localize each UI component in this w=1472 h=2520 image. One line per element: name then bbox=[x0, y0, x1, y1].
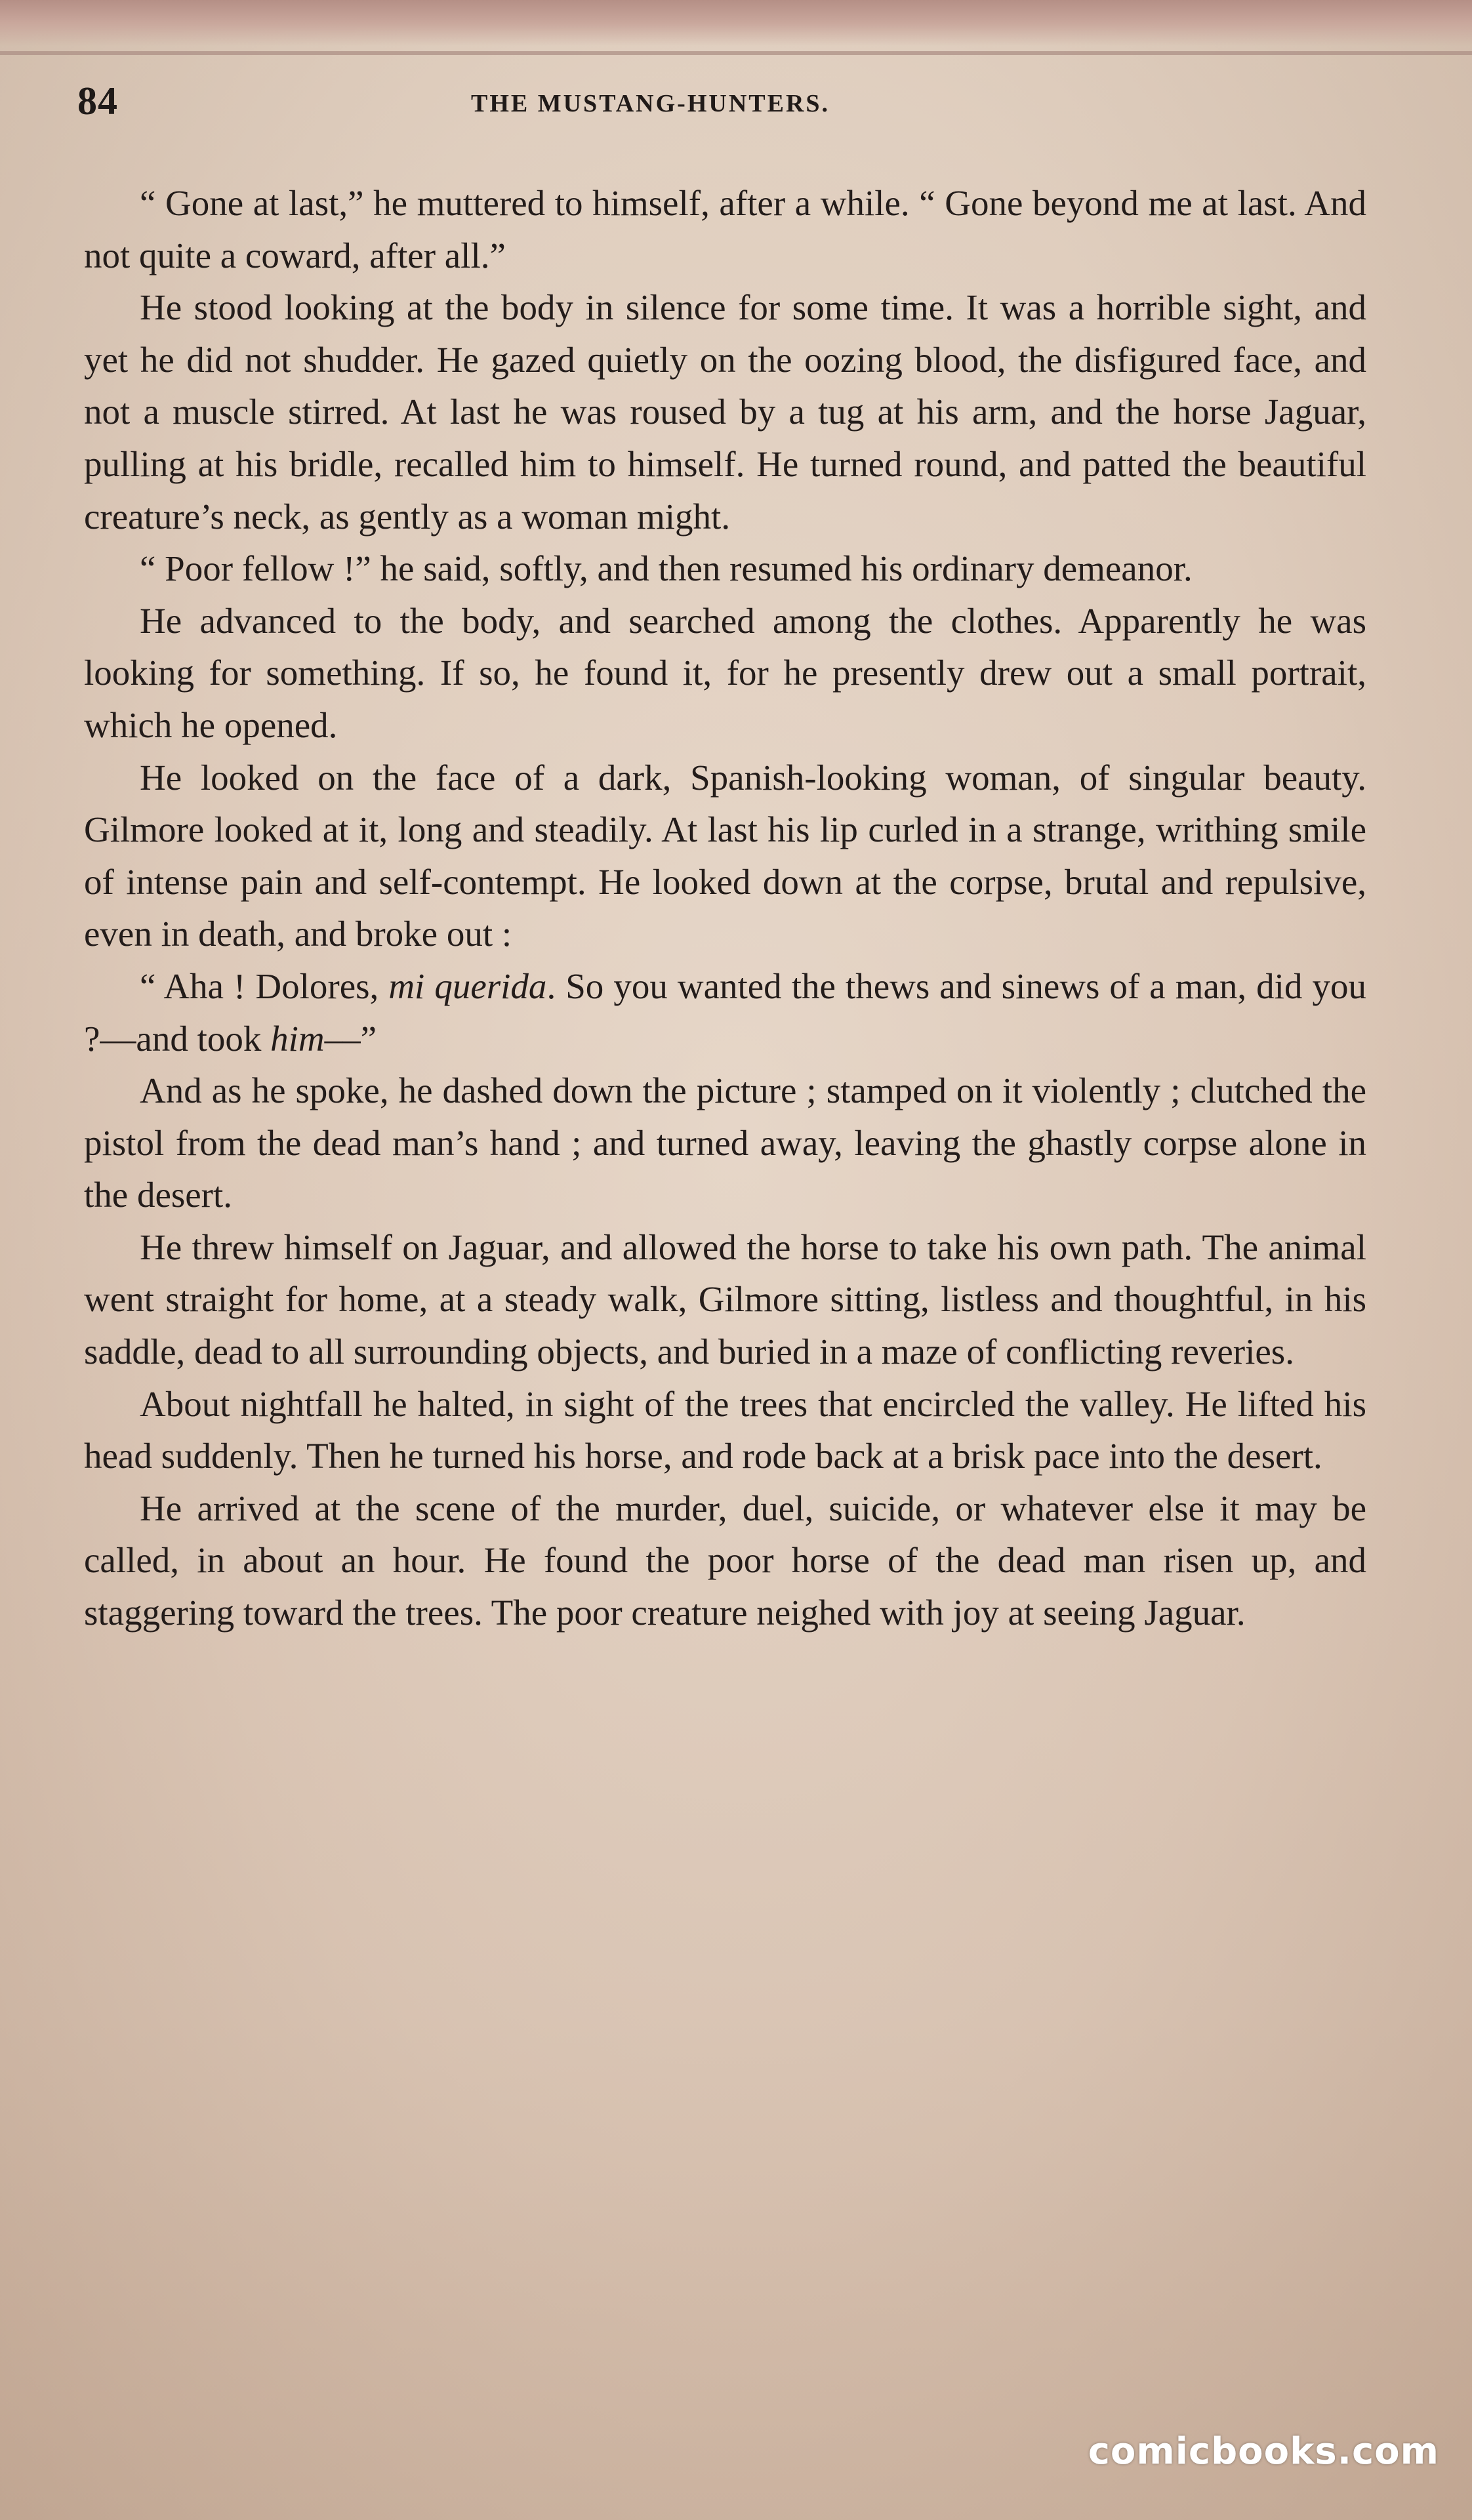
paragraph: About nightfall he halted, in sight of the trees that encircled the valley. He lifted his head suddenly. Then he turned his horse, and rode back at a brisk pace into the desert. bbox=[84, 1383, 1366, 1476]
dialogue-text: . So you wanted the thews and sinews of a man, did you ?—and took bbox=[84, 965, 1366, 1059]
paragraph: He looked on the face of a dark, Spanish-looking woman, of singular beauty. Gilmore looked at it, long and steadily. At last his lip curled in a strange, writhing smile of intense pain and self-contempt. He looked down at the corpse, brutal and repulsive, even in death, and broke out : bbox=[84, 757, 1366, 954]
page-top-rule bbox=[0, 51, 1472, 55]
dialogue-text: ––” bbox=[324, 1018, 377, 1059]
watermark: comicbooks.com bbox=[1088, 2430, 1439, 2473]
paragraph: He stood looking at the body in silence for some time. It was a horrible sight, and yet he did not shudder. He gazed quietly on the oozing blood, the disfigured face, and not a muscle stirred. At last he was roused by a tug at his arm, and the horse Jaguar, pulling at his bridle, recalled him to himself. He turned round, and patted the beautiful creature’s neck, as gently as a woman might. bbox=[84, 287, 1366, 537]
dialogue-italic-text: him bbox=[270, 1018, 325, 1059]
paragraph: He advanced to the body, and searched among the clothes. Apparently he was looking for something. If so, he found it, for he presently drew out a small portrait, which he opened. bbox=[84, 600, 1366, 745]
paragraph: “ Poor fellow !” he said, softly, and then resumed his ordinary demeanor. bbox=[140, 548, 1193, 589]
dialogue-paragraph bbox=[84, 960, 1366, 1065]
paragraph: And as he spoke, he dashed down the picture ; stamped on it violently ; clutched the pistol from the dead man’s hand ; and turned away, leaving the ghastly corpse alone in the desert. bbox=[84, 1070, 1366, 1215]
page-number: 84 bbox=[77, 79, 118, 123]
dialogue-italic-text: mi querida bbox=[388, 965, 547, 1006]
paragraph: He arrived at the scene of the murder, duel, suicide, or whatever else it may be called, in about an hour. He found the poor horse of the dead man risen up, and staggering toward the trees. The poor creature neighed with joy at seeing Jaguar. bbox=[84, 1488, 1366, 1633]
paragraph: “ Gone at last,” he muttered to himself, after a while. “ Gone beyond me at last. And not quite a coward, after all.” bbox=[84, 183, 1366, 275]
body-text bbox=[84, 177, 1366, 1639]
paragraph: He threw himself on Jaguar, and allowed the horse to take his own path. The animal went straight for home, at a steady walk, Gilmore sitting, listless and thoughtful, in his saddle, dead to all surrounding objects, and buried in a maze of conflicting reveries. bbox=[84, 1227, 1366, 1372]
dialogue-text: “ Aha ! Dolores, bbox=[140, 965, 389, 1006]
running-head: THE MUSTANG-HUNTERS. bbox=[471, 90, 830, 117]
page-header bbox=[77, 79, 1363, 131]
page-top-edge bbox=[0, 0, 1472, 46]
